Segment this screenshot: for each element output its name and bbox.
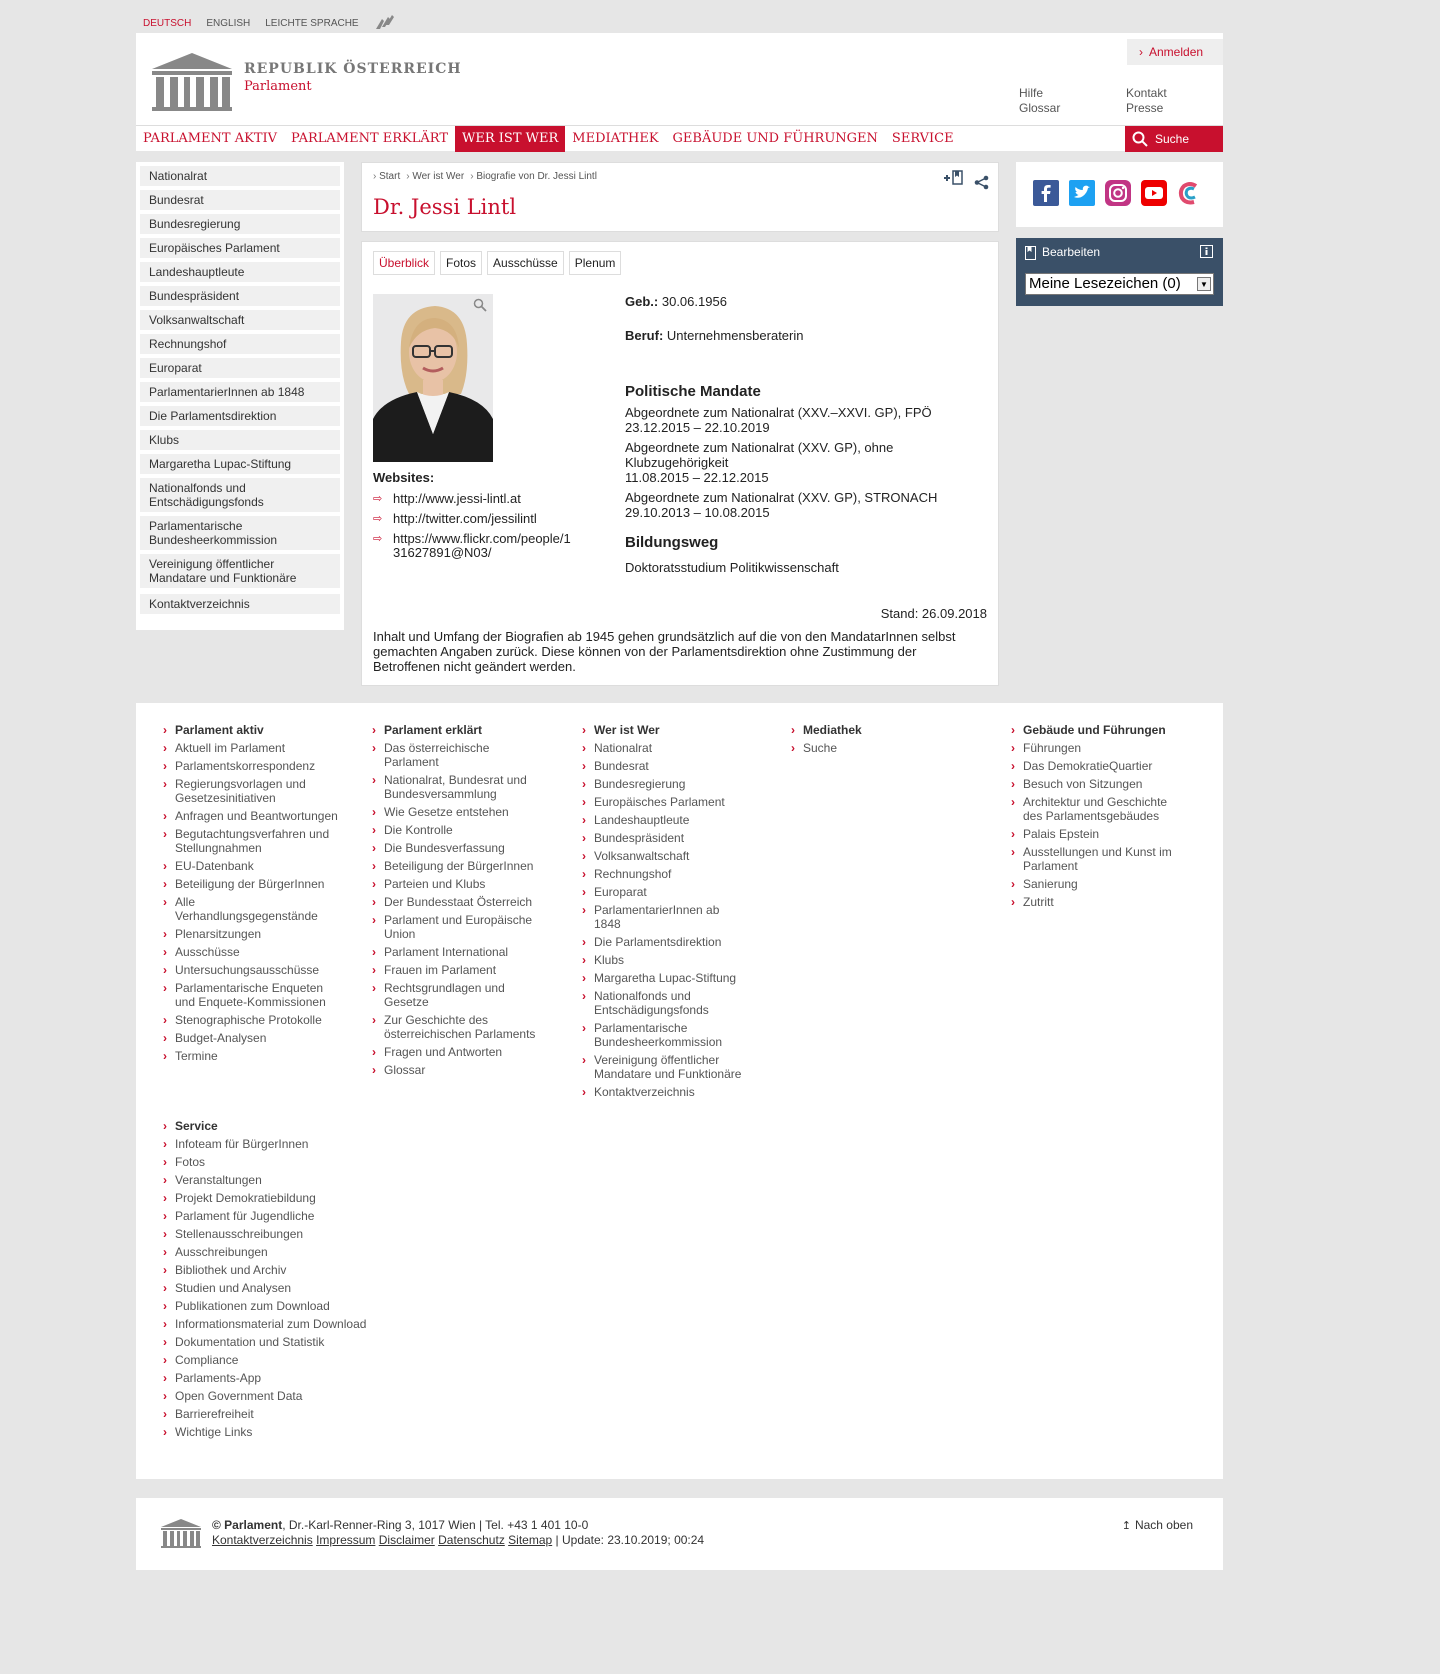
sitemap-link[interactable]: › Die Parlamentsdirektion bbox=[582, 935, 762, 949]
sitemap-link[interactable]: › Wichtige Links bbox=[163, 1425, 383, 1439]
mandate-item bbox=[625, 440, 985, 485]
page-title: Dr. Jessi Lintl bbox=[373, 195, 517, 219]
job-row bbox=[625, 328, 985, 343]
sitemap-link[interactable]: › Zur Geschichte des österreichischen Parlaments bbox=[372, 1013, 542, 1041]
sitemap-link[interactable]: › Begutachtungsverfahren und Stellungnahmen bbox=[163, 827, 343, 855]
lang-deutsch[interactable]: DEUTSCH bbox=[143, 18, 192, 29]
website-link[interactable]: http://twitter.com/jessilintl bbox=[393, 511, 537, 526]
nav-mediathek[interactable]: MEDIATHEK bbox=[572, 131, 659, 146]
sitemap-link[interactable]: › Barrierefreiheit bbox=[163, 1407, 383, 1421]
sidebar-item[interactable]: Die Parlamentsdirektion bbox=[140, 406, 340, 426]
sitemap-link[interactable]: › Volksanwaltschaft bbox=[582, 849, 762, 863]
sitemap-link[interactable]: › Architektur und Geschichte des Parlamentsgebäudes bbox=[1011, 795, 1181, 823]
sitemap-link[interactable]: › Der Bundesstaat Österreich bbox=[372, 895, 552, 909]
external-link-icon: ⇨ bbox=[373, 493, 383, 505]
lang-leichte-sprache[interactable]: LEICHTE SPRACHE bbox=[265, 18, 359, 29]
sitemap-link[interactable]: › Landeshauptleute bbox=[582, 813, 762, 827]
sitemap-link[interactable]: › Stenographische Protokolle bbox=[163, 1013, 343, 1027]
sitemap-link[interactable]: › Anfragen und Beantwortungen bbox=[163, 809, 343, 823]
sitemap-link[interactable]: › Parlament für Jugendliche bbox=[163, 1209, 383, 1223]
sitemap-link[interactable]: › Informationsmaterial zum Download bbox=[163, 1317, 383, 1331]
sidebar-item[interactable]: Nationalrat bbox=[140, 166, 340, 186]
header-links-left bbox=[1019, 86, 1060, 116]
sitemap-heading[interactable]: › Parlament erklärt bbox=[372, 723, 552, 737]
sitemap-link[interactable]: › Parlamentarische Bundesheerkommission bbox=[582, 1021, 732, 1049]
footer-link-kontaktverzeichnis[interactable]: Kontaktverzeichnis bbox=[212, 1533, 313, 1547]
sitemap-link[interactable]: › Ausschüsse bbox=[163, 945, 343, 959]
sitemap-link[interactable]: › Frauen im Parlament bbox=[372, 963, 552, 977]
sign-language-icon[interactable] bbox=[374, 13, 396, 34]
sitemap-col-gebaeude bbox=[1011, 723, 1191, 913]
sitemap-link[interactable]: › Parteien und Klubs bbox=[372, 877, 552, 891]
footer-copyright: © Parlament bbox=[212, 1518, 283, 1532]
mandate-title: Abgeordnete zum Nationalrat (XXV.–XXVI. GP), FPÖ bbox=[625, 405, 932, 420]
sidebar-item[interactable]: Klubs bbox=[140, 430, 340, 450]
biography-content bbox=[361, 241, 999, 686]
sitemap-link[interactable]: › Das österreichische Parlament bbox=[372, 741, 512, 769]
stand-date: Stand: 26.09.2018 bbox=[880, 606, 987, 621]
demokratie-webstatt-icon[interactable] bbox=[1177, 180, 1203, 209]
sidebar-item[interactable]: ParlamentarierInnen ab 1848 bbox=[140, 382, 340, 402]
sitemap-link[interactable]: › Kontaktverzeichnis bbox=[582, 1085, 762, 1099]
external-link-icon: ⇨ bbox=[373, 513, 383, 525]
parliament-logo[interactable] bbox=[150, 51, 462, 111]
sitemap-heading[interactable]: › Wer ist Wer bbox=[582, 723, 762, 737]
nav-gebaeude[interactable]: GEBÄUDE UND FÜHRUNGEN bbox=[672, 131, 878, 146]
instagram-icon[interactable] bbox=[1105, 180, 1131, 209]
sitemap-link[interactable]: › Parlamentarische Enqueten und Enquete-Kommissionen bbox=[163, 981, 343, 1009]
breadcrumb-start[interactable]: Start bbox=[379, 171, 401, 182]
contact-link[interactable]: Kontakt bbox=[1126, 86, 1167, 100]
footer-address: , Dr.-Karl-Renner-Ring 3, 1017 Wien | Tel. +43 1 401 10-0 bbox=[282, 1518, 589, 1532]
sitemap-link[interactable]: › Suche bbox=[791, 741, 971, 755]
search-icon bbox=[1132, 131, 1148, 147]
facebook-icon[interactable] bbox=[1033, 180, 1059, 209]
sitemap-link[interactable]: › Bundesregierung bbox=[582, 777, 762, 791]
nav-parlament-erklaert[interactable]: PARLAMENT ERKLÄRT bbox=[291, 131, 449, 146]
sitemap-link[interactable]: › Nationalfonds und Entschädigungsfonds bbox=[582, 989, 722, 1017]
sidebar-item[interactable]: Landeshauptleute bbox=[140, 262, 340, 282]
bio-disclaimer: Inhalt und Umfang der Biografien ab 1945 gehen grundsätzlich auf die von den MandatarInnen selbst gemachten Angaben zurück. Diese können von der Parlamentsdirektion ohne Zustimmung der Betroffenen nicht geändert werden. bbox=[373, 629, 956, 674]
sidebar-item[interactable]: Vereinigung öffentlicher Mandatare und Funktionäre bbox=[140, 554, 340, 588]
footer-link-datenschutz[interactable]: Datenschutz bbox=[438, 1533, 505, 1547]
sitemap-link[interactable]: › Termine bbox=[163, 1049, 343, 1063]
sitemap-link[interactable]: › Bibliothek und Archiv bbox=[163, 1263, 383, 1277]
mandate-period: 11.08.2015 – 22.12.2015 bbox=[625, 470, 769, 485]
sitemap-link[interactable]: › Parlament International bbox=[372, 945, 552, 959]
social-media-bar bbox=[1016, 162, 1223, 227]
sitemap-link[interactable]: › Bundespräsident bbox=[582, 831, 762, 845]
sitemap-link[interactable]: › Europarat bbox=[582, 885, 762, 899]
sitemap-link[interactable]: › Rechnungshof bbox=[582, 867, 762, 881]
sitemap-link[interactable]: › Margaretha Lupac-Stiftung bbox=[582, 971, 762, 985]
born-value: 30.06.1956 bbox=[661, 294, 727, 309]
sitemap-link[interactable]: › Besuch von Sitzungen bbox=[1011, 777, 1191, 791]
login-button[interactable]: › Anmelden bbox=[1127, 39, 1223, 65]
born-label: Geb.: bbox=[625, 294, 659, 309]
sitemap-link[interactable]: › Palais Epstein bbox=[1011, 827, 1191, 841]
sitemap-col-parlament-erklaert bbox=[372, 723, 552, 1081]
sitemap-link[interactable]: › Vereinigung öffentlicher Mandatare und Funktionäre bbox=[582, 1053, 752, 1081]
footer-update: | Update: 23.10.2019; 00:24 bbox=[552, 1533, 705, 1547]
sidebar-item[interactable]: Parlamentarische Bundesheerkommission bbox=[140, 516, 340, 550]
sitemap-heading[interactable]: › Parlament aktiv bbox=[163, 723, 343, 737]
sitemap-link[interactable]: › Fotos bbox=[163, 1155, 383, 1169]
sitemap-link[interactable]: › Nationalrat, Bundesrat und Bundesversammlung bbox=[372, 773, 542, 801]
footer-link-sitemap[interactable]: Sitemap bbox=[508, 1533, 553, 1547]
back-to-top-label: Nach oben bbox=[1134, 1518, 1193, 1532]
mandate-period: 23.12.2015 – 22.10.2019 bbox=[625, 420, 770, 435]
glossary-link[interactable]: Glossar bbox=[1019, 101, 1061, 115]
sitemap-link[interactable]: › Ausstellungen und Kunst im Parlament bbox=[1011, 845, 1186, 873]
breadcrumb-current: Biografie von Dr. Jessi Lintl bbox=[476, 171, 597, 182]
sitemap-link[interactable]: › Die Kontrolle bbox=[372, 823, 552, 837]
nav-parlament-aktiv[interactable]: PARLAMENT AKTIV bbox=[143, 131, 278, 146]
mandate-item bbox=[625, 405, 985, 435]
sitemap-link[interactable]: › Veranstaltungen bbox=[163, 1173, 383, 1187]
sitemap-link[interactable]: › Parlamentskorrespondenz bbox=[163, 759, 343, 773]
sidebar-item[interactable]: Rechnungshof bbox=[140, 334, 340, 354]
breadcrumb-wer-ist-wer[interactable]: Wer ist Wer bbox=[412, 171, 465, 182]
language-bar bbox=[143, 13, 396, 34]
sidebar-menu bbox=[136, 162, 344, 630]
sitemap-link[interactable]: › Aktuell im Parlament bbox=[163, 741, 343, 755]
search-button[interactable] bbox=[1125, 126, 1223, 152]
sitemap-link[interactable]: › Bundesrat bbox=[582, 759, 762, 773]
sitemap-heading[interactable]: › Service bbox=[163, 1119, 383, 1133]
footer-sitemap bbox=[136, 703, 1223, 1479]
education-heading: Bildungsweg bbox=[625, 534, 719, 551]
arrow-up-icon: ↥ bbox=[1121, 1520, 1131, 1532]
sidebar-item[interactable]: Europäisches Parlament bbox=[140, 238, 340, 258]
job-label: Beruf: bbox=[625, 328, 664, 343]
bookmarks-select-value: Meine Lesezeichen (0) bbox=[1029, 275, 1181, 292]
sitemap-link[interactable]: › Publikationen zum Download bbox=[163, 1299, 383, 1313]
tab-plenum[interactable]: Plenum bbox=[569, 251, 622, 275]
sitemap-link[interactable]: › Klubs bbox=[582, 953, 762, 967]
tab-fotos[interactable]: Fotos bbox=[440, 251, 482, 275]
sitemap-link[interactable]: › Parlament und Europäische Union bbox=[372, 913, 547, 941]
mandate-title: Abgeordnete zum Nationalrat (XXV. GP), ohne Klubzugehörigkeit bbox=[625, 440, 894, 470]
sidebar-item[interactable]: Europarat bbox=[140, 358, 340, 378]
help-link[interactable]: Hilfe bbox=[1019, 86, 1044, 100]
sitemap-link[interactable]: › Sanierung bbox=[1011, 877, 1191, 891]
sitemap-heading[interactable]: › Gebäude und Führungen bbox=[1011, 723, 1191, 737]
parliament-building-icon bbox=[160, 1518, 202, 1551]
site-header bbox=[136, 33, 1223, 125]
sitemap-link[interactable]: › EU-Datenbank bbox=[163, 859, 343, 873]
sidebar-item[interactable]: Margaretha Lupac-Stiftung bbox=[140, 454, 340, 474]
mandate-period: 29.10.2013 – 10.08.2015 bbox=[625, 505, 770, 520]
sitemap-link[interactable]: › Infoteam für BürgerInnen bbox=[163, 1137, 383, 1151]
sitemap-link[interactable]: › Das DemokratieQuartier bbox=[1011, 759, 1191, 773]
info-icon[interactable] bbox=[1200, 245, 1213, 261]
sitemap-link[interactable]: › Glossar bbox=[372, 1063, 552, 1077]
back-to-top-link[interactable] bbox=[1122, 1518, 1193, 1532]
sitemap-link[interactable]: › Studien und Analysen bbox=[163, 1281, 383, 1295]
mandate-item bbox=[625, 490, 985, 520]
sitemap-link[interactable]: › Budget-Analysen bbox=[163, 1031, 343, 1045]
sitemap-link[interactable]: › Parlaments-App bbox=[163, 1371, 383, 1385]
websites-label: Websites: bbox=[373, 470, 435, 485]
born-row bbox=[625, 294, 985, 309]
lang-english[interactable]: ENGLISH bbox=[206, 18, 251, 29]
breadcrumb bbox=[373, 171, 597, 182]
nav-wer-ist-wer[interactable]: WER IST WER bbox=[455, 126, 565, 152]
page-heading-box bbox=[361, 162, 999, 232]
sitemap-link[interactable]: › ParlamentarierInnen ab 1848 bbox=[582, 903, 732, 931]
sitemap-link[interactable]: › Führungen bbox=[1011, 741, 1191, 755]
sitemap-link[interactable]: › Untersuchungsausschüsse bbox=[163, 963, 343, 977]
bookmarks-edit[interactable]: Bearbeiten bbox=[1042, 245, 1101, 259]
parliament-building-icon bbox=[150, 51, 234, 111]
mandate-title: Abgeordnete zum Nationalrat (XXV. GP), STRONACH bbox=[625, 490, 938, 505]
bookmarks-select[interactable] bbox=[1025, 273, 1214, 295]
logo-subtitle: Parlament bbox=[244, 79, 312, 94]
youtube-icon[interactable] bbox=[1141, 180, 1167, 209]
job-value: Unternehmensberaterin bbox=[666, 328, 804, 343]
twitter-icon[interactable] bbox=[1069, 180, 1095, 209]
portrait-photo[interactable] bbox=[373, 294, 493, 462]
bookmark-icon bbox=[1025, 246, 1036, 263]
zoom-icon[interactable] bbox=[473, 298, 487, 315]
external-link-icon: ⇨ bbox=[373, 533, 383, 545]
logo-title: REPUBLIK ÖSTERREICH bbox=[244, 61, 462, 77]
sitemap-link[interactable]: › Wie Gesetze entstehen bbox=[372, 805, 552, 819]
profile-info bbox=[625, 294, 985, 575]
main-navigation bbox=[136, 125, 1223, 151]
sitemap-heading[interactable]: › Mediathek bbox=[791, 723, 971, 737]
tab-ausschuesse[interactable]: Ausschüsse bbox=[487, 251, 564, 275]
site-footer bbox=[136, 1498, 1223, 1570]
sitemap-link[interactable]: › Regierungsvorlagen und Gesetzesinitiativen bbox=[163, 777, 343, 805]
mandates-heading: Politische Mandate bbox=[625, 383, 761, 400]
search-label: Suche bbox=[1155, 132, 1190, 146]
chevron-down-icon: ▼ bbox=[1197, 277, 1211, 291]
sitemap-link[interactable]: › Beteiligung der BürgerInnen bbox=[372, 859, 552, 873]
tab-ueberblick[interactable]: Überblick bbox=[373, 251, 435, 275]
sidebar-item[interactable]: Kontaktverzeichnis bbox=[140, 594, 340, 614]
footer-link-disclaimer[interactable]: Disclaimer bbox=[378, 1533, 435, 1547]
share-icon[interactable] bbox=[974, 175, 989, 193]
sitemap-col-wer-ist-wer bbox=[582, 723, 762, 1103]
sitemap-link[interactable]: › Open Government Data bbox=[163, 1389, 383, 1403]
sitemap-link[interactable]: › Beteiligung der BürgerInnen bbox=[163, 877, 343, 891]
sitemap-link[interactable]: › Europäisches Parlament bbox=[582, 795, 762, 809]
sitemap-link[interactable]: › Plenarsitzungen bbox=[163, 927, 343, 941]
press-link[interactable]: Presse bbox=[1126, 101, 1164, 115]
websites-section bbox=[373, 470, 593, 566]
sitemap-col-mediathek bbox=[791, 723, 971, 759]
sitemap-link[interactable]: › Nationalrat bbox=[582, 741, 762, 755]
sitemap-link[interactable]: › Fragen und Antworten bbox=[372, 1045, 552, 1059]
sidebar-item[interactable]: Bundespräsident bbox=[140, 286, 340, 306]
footer-text bbox=[212, 1518, 704, 1548]
education-value: Doktoratsstudium Politikwissenschaft bbox=[625, 560, 839, 575]
add-bookmark-icon[interactable] bbox=[944, 170, 964, 189]
sidebar-item[interactable]: Nationalfonds und Entschädigungsfonds bbox=[140, 478, 340, 512]
sidebar-item[interactable]: Bundesregierung bbox=[140, 214, 340, 234]
bio-tabs bbox=[373, 251, 621, 275]
sidebar-item[interactable]: Volksanwaltschaft bbox=[140, 310, 340, 330]
sitemap-col-parlament-aktiv bbox=[163, 723, 343, 1067]
sitemap-col-service bbox=[163, 1119, 383, 1443]
sitemap-link[interactable]: › Rechtsgrundlagen und Gesetze bbox=[372, 981, 522, 1009]
sitemap-link[interactable]: › Alle Verhandlungsgegenstände bbox=[163, 895, 323, 923]
sitemap-link[interactable]: › Stellenausschreibungen bbox=[163, 1227, 383, 1241]
sitemap-link[interactable]: › Zutritt bbox=[1011, 895, 1191, 909]
sitemap-link[interactable]: › Die Bundesverfassung bbox=[372, 841, 552, 855]
website-link[interactable]: http://www.jessi-lintl.at bbox=[393, 491, 521, 506]
website-link[interactable]: https://www.flickr.com/people/131627891@N03/ bbox=[393, 531, 571, 560]
sidebar-item[interactable]: Bundesrat bbox=[140, 190, 340, 210]
sitemap-link[interactable]: › Dokumentation und Statistik bbox=[163, 1335, 383, 1349]
footer-link-impressum[interactable]: Impressum bbox=[316, 1533, 376, 1547]
nav-service[interactable]: SERVICE bbox=[891, 131, 954, 146]
bookmarks-panel bbox=[1016, 238, 1223, 306]
header-links-right bbox=[1126, 86, 1167, 116]
sitemap-link[interactable]: › Projekt Demokratiebildung bbox=[163, 1191, 383, 1205]
sitemap-link[interactable]: › Ausschreibungen bbox=[163, 1245, 383, 1259]
sitemap-link[interactable]: › Compliance bbox=[163, 1353, 383, 1367]
